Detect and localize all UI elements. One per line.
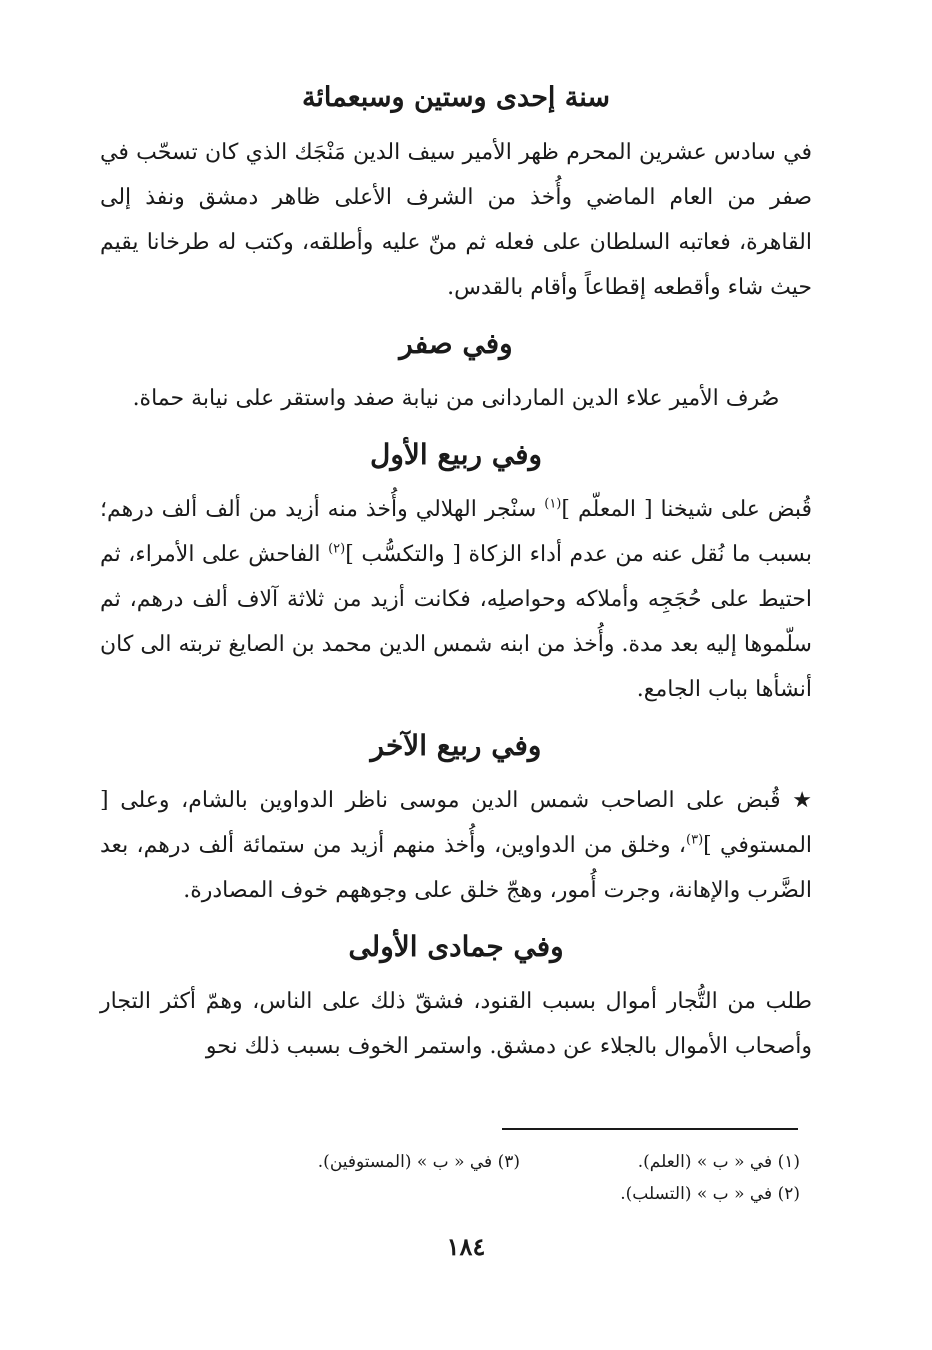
- text-part: قُبض على شيخنا [ المعلّم ]: [561, 497, 812, 522]
- footnote-1: (١) في « ب » (العلم).: [637, 1152, 800, 1172]
- text-part: ، وخلق من الدواوين، وأُخذ منهم أزيد من ستمائة ألف درهم، بعد الضَّرب والإهانة، وجرت أُمور، وهجّ خلق على وجوههم خوف المصادرة.: [100, 833, 812, 903]
- footnote-row: [240, 1178, 800, 1210]
- section-text-safar: صُرف الأمير علاء الدين الماردانى من نيابة صفد واستقر على نيابة حماة.: [132, 386, 780, 411]
- section-text-jumada-al-ula: طلب من التُّجار أموال بسبب القنود، فشقّ ذلك على الناس، وهمّ أكثر التجار وأصحاب الأموال بالجلاء عن دمشق. واستمر الخوف بسبب ذلك نحو: [100, 989, 812, 1059]
- section-heading-safar: وفي صفر: [399, 327, 513, 360]
- footnote-2: (٢) في « ب » (التسلب).: [620, 1184, 800, 1204]
- footnote-row: [240, 1146, 800, 1178]
- section-text-rabi-al-akhir: [100, 778, 812, 913]
- section-heading-rabi-al-akhir: وفي ربيع الآخر: [370, 729, 542, 762]
- footnote-marker: (٢): [328, 541, 346, 557]
- footnote-marker: (١): [544, 496, 562, 512]
- text-part: الفاحش على الأمراء، ثم احتيط على حُجَجِه وأملاكه وحواصلِه، فكانت أزيد من ثلاثة آلاف ألف درهم، ثم سلّموها إليه بعد مدة. وأُخذ من ابنه شمس الدين محمد بن الصايغ تربته الى كان أنشأها بباب الجامع.: [100, 542, 812, 702]
- section-heading-jumada-al-ula: وفي جمادى الأولى: [348, 930, 564, 963]
- intro-paragraph: في سادس عشرين المحرم ظهر الأمير سيف الدين مَنْجَك الذي كان تسحّب في صفر من العام الماضي وأُخذ من الشرف الأعلى ظاهر دمشق ونفذ إلى القاهرة، فعاتبه السلطان على فعله ثم منّ عليه وأطلقه، وكتب له طرخانا يقيم حيث شاء وأقطعه إقطاعاً وأقام بالقدس.: [100, 140, 813, 300]
- footnote-3: (٣) في « ب » (المستوفين).: [317, 1152, 520, 1172]
- footnote-marker: (٣): [686, 832, 704, 848]
- section-heading-rabi-al-awwal: وفي ربيع الأول: [369, 438, 543, 471]
- text-part: سنْجر الهلالي وأُخذ منه أزيد من ألف ألف درهم؛ بسبب ما نُقل عنه من عدم أداء الزكاة [ والتكسُّب ]: [100, 497, 813, 567]
- chapter-title: سنة إحدى وستين وسبعمائة: [301, 82, 611, 113]
- section-text-rabi-al-awwal: [100, 487, 812, 712]
- text-part: ★ قُبض على الصاحب شمس الدين موسى ناظر الدواوين بالشام، وعلى [ المستوفي ]: [100, 788, 813, 858]
- page-number: ١٨٤: [446, 1232, 486, 1261]
- footnotes: [240, 1146, 800, 1210]
- page-body: [100, 78, 812, 1069]
- footnote-divider: [502, 1128, 798, 1130]
